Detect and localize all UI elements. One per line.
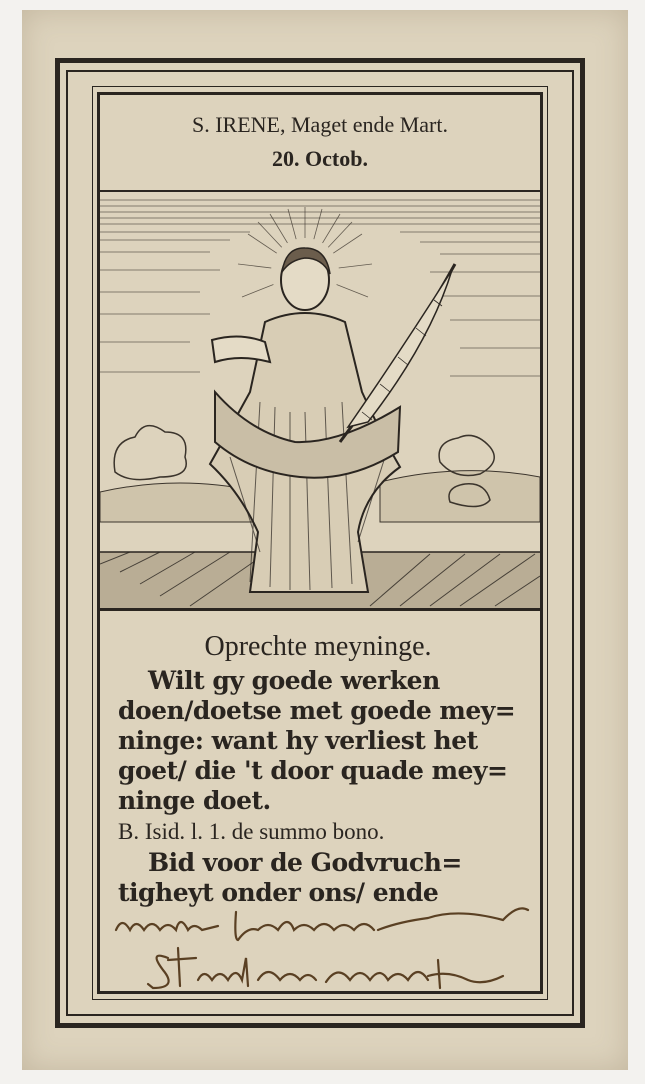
saint-engraving: [100, 190, 540, 611]
signature-ink: [108, 900, 548, 1000]
body-line: goet/ die 't door quade mey=: [118, 756, 508, 785]
handwritten-signature: [108, 900, 548, 1000]
saint-irene-illustration: [100, 192, 540, 608]
prayer-line: tigheyt onder ons/ ende: [118, 878, 439, 907]
source-reference: B. Isid. l. 1. de summo bono.: [118, 819, 385, 844]
body-line: ninge: want hy verliest het: [118, 726, 478, 755]
body-line: Wilt gy goede werken: [148, 666, 440, 695]
prayer-line: Bid voor de Godvruch=: [148, 848, 462, 877]
body-line: doen/doetse met goede mey=: [118, 696, 516, 725]
card-heading: [100, 108, 540, 176]
section-title: Oprechte meyninge.: [204, 631, 432, 662]
body-line: ninge doet.: [118, 786, 271, 815]
feast-date: 20. Octob.: [272, 146, 368, 171]
meditation-text: [118, 628, 518, 908]
saint-title: S. IRENE, Maget ende Mart.: [192, 112, 448, 137]
